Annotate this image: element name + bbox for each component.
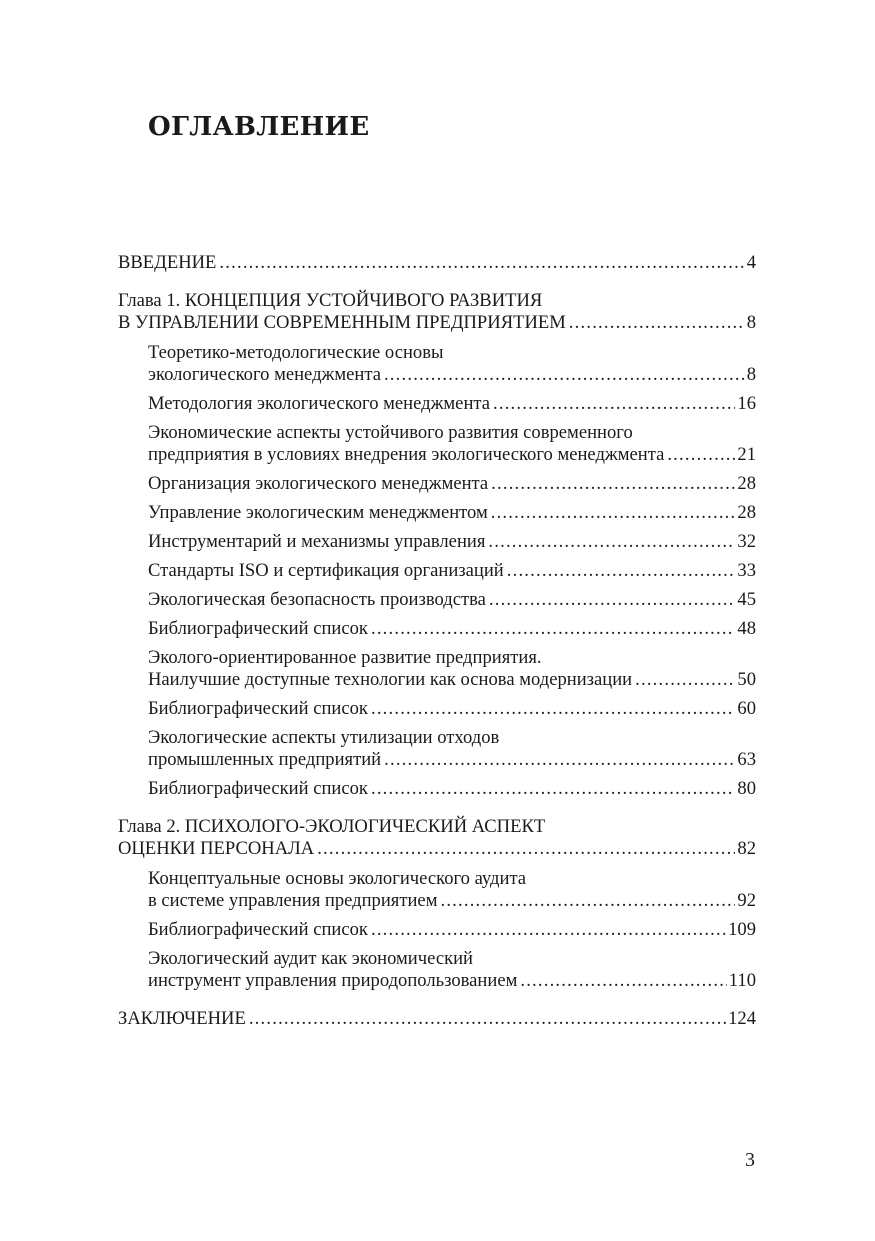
toc-entry-page: 80 (737, 778, 756, 799)
toc-section[interactable] (148, 422, 756, 466)
toc-entry-title-line2: В УПРАВЛЕНИИ СОВРЕМЕННЫМ ПРЕДПРИЯТИЕМ (118, 312, 566, 333)
toc-section[interactable] (148, 560, 756, 582)
toc-entry-title-line1: Концептуальные основы экологического аудита (148, 868, 527, 889)
toc-section[interactable] (148, 502, 756, 524)
toc-entry-page: 21 (737, 444, 756, 465)
toc-entry-page: 45 (737, 589, 756, 610)
dot-leader (667, 444, 735, 466)
page-number: 3 (745, 1149, 755, 1171)
toc-entry-page: 109 (728, 919, 756, 940)
toc-entry-page: 28 (737, 502, 756, 523)
toc-entry-page: 8 (746, 312, 756, 333)
toc-entry-title: Организация экологического менеджмента (148, 473, 489, 494)
toc-entry-title-line2: в системе управления предприятием (148, 890, 438, 911)
toc-entry-title-line2: промышленных предприятий (148, 749, 382, 770)
dot-leader (493, 393, 735, 415)
toc-entry-title: Инструментарий и механизмы управления (148, 531, 486, 552)
toc-section[interactable] (148, 473, 756, 495)
toc-section[interactable] (148, 948, 756, 992)
toc-section[interactable] (148, 647, 756, 691)
dot-leader (520, 970, 726, 992)
toc-entry-page: 110 (728, 970, 756, 991)
toc-entry-title: Библиографический список (148, 919, 368, 940)
toc-entry-title-line1: Экологические аспекты утилизации отходов (148, 727, 500, 748)
toc-section[interactable] (148, 531, 756, 553)
toc-entry-page: 92 (737, 890, 756, 911)
toc-entry-title: Стандарты ISO и сертификация организаций (148, 560, 504, 581)
toc-entry-page: 63 (737, 749, 756, 770)
toc-entry-title-line2: ОЦЕНКИ ПЕРСОНАЛА (118, 838, 315, 859)
dot-leader (371, 698, 735, 720)
toc-entry-title: Библиографический список (148, 778, 368, 799)
toc-chapter-1[interactable] (118, 290, 756, 334)
dot-leader (371, 778, 735, 800)
toc-entry-intro[interactable] (118, 252, 756, 274)
dot-leader (371, 919, 726, 941)
toc-chapter-2[interactable] (118, 816, 756, 860)
dot-leader (635, 669, 735, 691)
toc-entry-page: 28 (737, 473, 756, 494)
dot-leader (384, 364, 745, 386)
toc-entry-page: 16 (737, 393, 756, 414)
toc-entry-title-line1: Экономические аспекты устойчивого развития современного (148, 422, 633, 443)
dot-leader (489, 589, 736, 611)
toc-section[interactable] (148, 342, 756, 386)
toc-entry-title-line1: Теоретико-методологические основы (148, 342, 444, 363)
toc-entry-page: 60 (737, 698, 756, 719)
toc-section[interactable] (148, 727, 756, 771)
toc-section[interactable] (148, 589, 756, 611)
toc-entry-title-line1: Глава 1. КОНЦЕПЦИЯ УСТОЙЧИВОГО РАЗВИТИЯ (118, 290, 543, 311)
toc-entry-title-line1: Глава 2. ПСИХОЛОГО-ЭКОЛОГИЧЕСКИЙ АСПЕКТ (118, 816, 546, 837)
toc-entry-page: 33 (737, 560, 756, 581)
toc-entry-title: Библиографический список (148, 618, 368, 639)
toc-entry-page: 32 (737, 531, 756, 552)
toc-entry-title: ЗАКЛЮЧЕНИЕ (118, 1008, 246, 1029)
dot-leader (488, 531, 735, 553)
dot-leader (569, 312, 745, 334)
toc-entry-title: Библиографический список (148, 698, 368, 719)
toc-entry-title-line2: предприятия в условиях внедрения экологического менеджмента (148, 444, 665, 465)
dot-leader (384, 749, 735, 771)
toc-entry-conclusion[interactable] (118, 1008, 756, 1030)
dot-leader (371, 618, 735, 640)
dot-leader (317, 838, 735, 860)
dot-leader (491, 473, 735, 495)
toc-entry-title-line1: Экологический аудит как экономический (148, 948, 474, 969)
page-title: ОГЛАВЛЕНИЕ (148, 112, 370, 142)
toc-entry-title-line2: инструмент управления природопользованием (148, 970, 518, 991)
toc-section[interactable] (148, 919, 756, 941)
toc-entry-title: Методология экологического менеджмента (148, 393, 490, 414)
toc-entry-title-line2: экологического менеджмента (148, 364, 381, 385)
toc-entry-page: 124 (728, 1008, 756, 1029)
toc-section[interactable] (148, 698, 756, 720)
toc-entry-page: 82 (737, 838, 756, 859)
toc-section[interactable] (148, 868, 756, 912)
dot-leader (491, 502, 736, 524)
toc-entry-title: Экологическая безопасность производства (148, 589, 486, 610)
toc-entry-page: 8 (746, 364, 756, 385)
toc-entry-title: Управление экологическим менеджментом (148, 502, 488, 523)
table-of-contents (118, 252, 756, 1030)
toc-section[interactable] (148, 393, 756, 415)
toc-section[interactable] (148, 618, 756, 640)
dot-leader (249, 1008, 726, 1030)
dot-leader (219, 252, 744, 274)
toc-entry-page: 4 (746, 252, 756, 273)
toc-entry-title: ВВЕДЕНИЕ (118, 252, 217, 273)
toc-entry-page: 48 (737, 618, 756, 639)
toc-entry-title-line1: Эколого-ориентированное развитие предприятия. (148, 647, 542, 668)
dot-leader (440, 890, 735, 912)
toc-entry-page: 50 (737, 669, 756, 690)
dot-leader (507, 560, 736, 582)
toc-section[interactable] (148, 778, 756, 800)
toc-entry-title-line2: Наилучшие доступные технологии как основа модернизации (148, 669, 633, 690)
